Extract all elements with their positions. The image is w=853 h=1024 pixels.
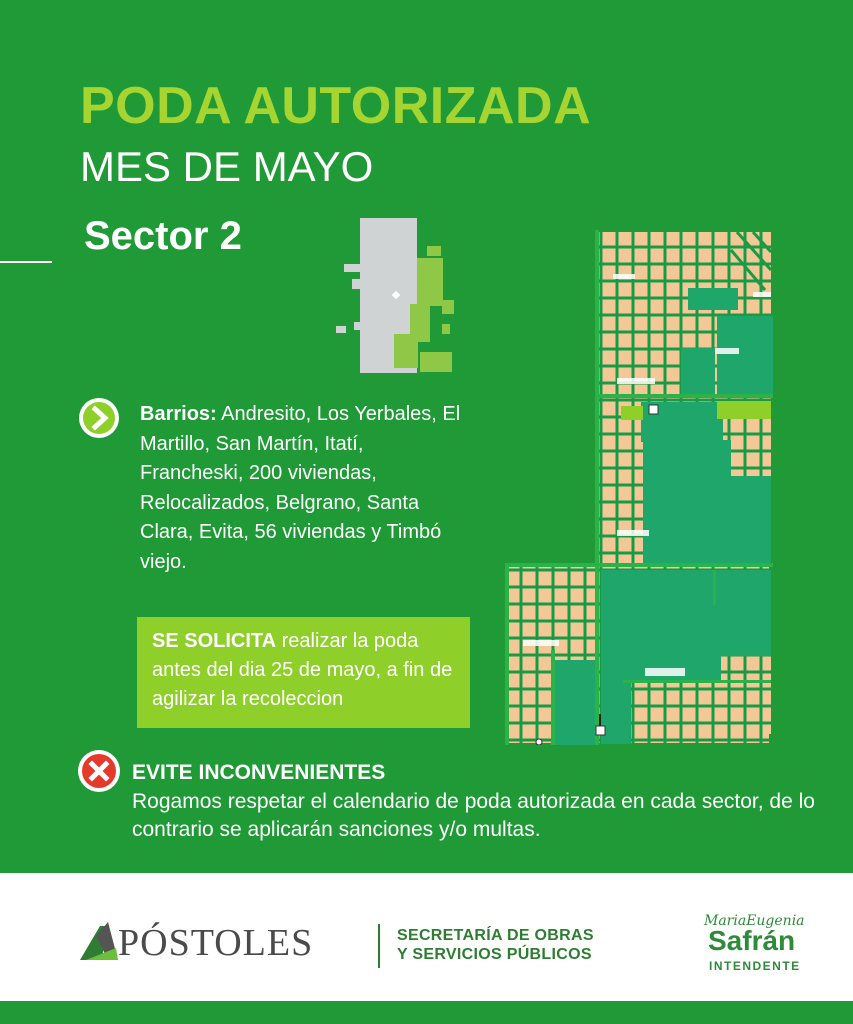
barrios-label: Barrios: — [140, 403, 217, 425]
apostoles-logo — [78, 918, 122, 968]
sector-label: Sector 2 — [84, 214, 242, 258]
apostoles-wordmark: PÓSTOLES — [118, 922, 314, 964]
request-text: realizar la poda antes del dia 25 de mayo, a fin de agilizar la recoleccion — [152, 630, 453, 710]
intendente-label: INTENDENTE — [709, 959, 801, 973]
barrios-text — [140, 400, 470, 577]
page-subtitle: MES DE MAYO — [80, 143, 374, 190]
request-bold: SE SOLICITA — [152, 630, 277, 652]
request-box — [137, 617, 470, 728]
warning-title: EVITE INCONVENIENTES — [132, 761, 386, 784]
safran-wordmark: Safrán — [708, 925, 796, 956]
warning-text: Rogamos respetar el calendario de poda autorizada en cada sector, de lo contrario se aplicarán sanciones y/o multas. — [132, 790, 815, 841]
signature-script: MariaEugenia — [704, 913, 805, 929]
sector-locator-map — [330, 216, 460, 376]
secretaria-line-2: Y SERVICIOS PÚBLICOS — [397, 946, 592, 963]
footer-divider — [378, 924, 380, 968]
secretaria-line-1: SECRETARÍA DE OBRAS — [397, 927, 594, 944]
footer-strip — [0, 1001, 853, 1024]
chevron-right-icon — [79, 398, 119, 438]
close-icon — [78, 750, 120, 792]
sector-street-map — [505, 230, 773, 745]
barrios-list: Andresito, Los Yerbales, El Martillo, San Martín, Itatí, Francheski, 200 viviendas, Relocalizados, Belgrano, Santa Clara, Evita, 56 viviendas y Timbó viejo. — [140, 403, 461, 573]
page-title: PODA AUTORIZADA — [80, 77, 592, 135]
divider — [0, 261, 52, 263]
